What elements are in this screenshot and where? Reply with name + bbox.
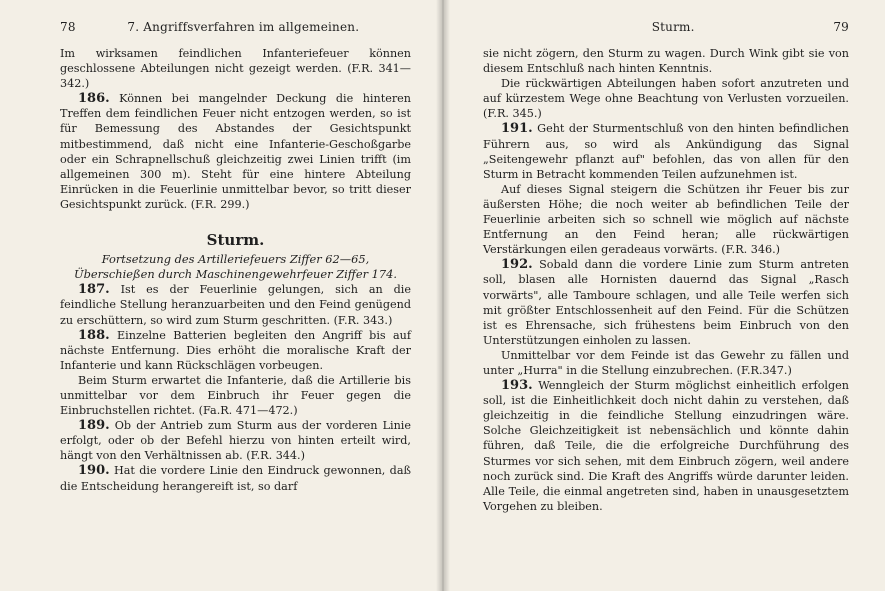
section-190 xyxy=(60,463,411,493)
section-191 xyxy=(483,121,849,181)
section-191-continuation: Auf dieses Signal steigern die Schützen ihr Feuer bis zur äußersten Höhe; die noch weiter ab befindlichen Teile der Feuerlinie arbeiten sich so schnell wie möglich auf nächste Entfernung an den Feind heran; alle rückwärtigen Verstärkungen eilen geradeaus vorwärts. (F.R. 346.) xyxy=(483,182,849,257)
section-188 xyxy=(60,328,411,373)
section-189-number: 189. xyxy=(78,418,110,434)
right-paragraph-2: Die rückwärtigen Abteilungen haben sofort anzutreten und auf kürzestem Wege ohne Beachtung von Verlusten vorzueilen. (F.R. 345.) xyxy=(483,77,849,121)
section-186 xyxy=(60,91,411,212)
section-186-text: Können bei mangelnder Deckung die hinteren Treffen dem feindlichen Feuer nicht entzogen werden, so ist für Bemessung des Abstandes der Gesichtspunkt mitbestimmend, daß nicht eine Infanterie-Geschoßgarbe oder ein Schrapnellschuß gleichzeitig zwei Linien trifft (im allgemeinen 300 m). Steht für eine hintere Abteilung Einrücken in die Feuerlinie unmittelbar bevor, so tritt dieser Gesichtspunkt zurück. (F.R. 299.) xyxy=(60,92,411,211)
right-page xyxy=(443,0,885,591)
right-running-title: Sturm. xyxy=(651,20,695,34)
section-190-number: 190. xyxy=(78,463,110,479)
section-193-number: 193. xyxy=(501,378,533,394)
section-192-text: Sobald dann die vordere Linie zum Sturm antreten soll, blasen alle Hornisten dauernd das Signal „Rasch vorwärts", alle Tamboure schlagen, und alle Teile werfen sich mit größter Entschlossenheit auf den Feind. Für die Schützen ist es Ehrensache, sich frühestens beim Einbruch von den Unterstützungen einholen zu lassen. xyxy=(483,258,849,347)
section-heading: Sturm. xyxy=(206,231,265,250)
section-193-text: Wenngleich der Sturm möglichst einheitlich erfolgen soll, ist die Einheitlichkeit doch nicht dahin zu verstehen, daß gleichzeitig in die feindliche Stellung einzudringen wäre. Solche Gleichzeitigkeit ist nebensächlich und könnte dahin führen, daß Teile, die die erfolgreiche Durchführung des Sturmes vor sich sehen, mit dem Einbruch zögern, weil andere noch zurück sind. Die Kraft des Angriffs würde darunter leiden. Alle Teile, die einmal angetreten sind, haben in unausgesetztem Vorgehen zu bleiben. xyxy=(483,379,849,513)
section-187 xyxy=(60,282,411,327)
book-gutter xyxy=(436,0,450,591)
section-187-number: 187. xyxy=(78,282,110,298)
section-190-text: Hat die vordere Linie den Eindruck gewonnen, daß die Entscheidung herangereift ist, so darf xyxy=(60,464,411,493)
section-191-number: 191. xyxy=(501,121,533,137)
section-189 xyxy=(60,418,411,463)
section-187-text: Ist es der Feuerlinie gelungen, sich an die feindliche Stellung heranzuarbeiten und den Feind genügend zu erschüttern, so wird zum Sturm geschritten. (F.R. 343.) xyxy=(60,283,411,327)
section-188-number: 188. xyxy=(78,327,110,343)
section-189-text: Ob der Antrieb zum Sturm aus der vorderen Linie erfolgt, oder ob der Befehl hierzu von hinten erteilt wird, hängt von den Verhältnissen ab. (F.R. 344.) xyxy=(60,419,411,463)
right-header xyxy=(483,20,849,46)
section-subheading: Fortsetzung des Artilleriefeuers Ziffer 62—65, Überschießen durch Maschinengewehrfeuer Ziffer 174. xyxy=(73,252,397,282)
section-192 xyxy=(483,257,849,348)
section-193 xyxy=(483,378,849,514)
left-intro-paragraph: Im wirksamen feindlichen Infanteriefeuer können geschlossene Abteilungen nicht gezeigt werden. (F.R. 341—342.) xyxy=(60,47,411,91)
section-192-continuation: Unmittelbar vor dem Feinde ist das Gewehr zu fällen und unter „Hurra" in die Stellung einzubrechen. (F.R.347.) xyxy=(483,348,849,377)
left-header xyxy=(60,20,411,46)
section-186-number: 186. xyxy=(78,91,110,107)
section-188-text: Einzelne Batterien begleiten den Angriff bis auf nächste Entfernung. Dies erhöht die moralische Kraft der Infanterie und kann Rückschlägen vorbeugen. xyxy=(60,328,411,372)
right-page-number: 79 xyxy=(833,20,849,34)
right-continuation-paragraph: sie nicht zögern, den Sturm zu wagen. Durch Wink gibt sie von diesem Entschluß nach hinten Kenntnis. xyxy=(483,47,849,76)
section-188-continuation: Beim Sturm erwartet die Infanterie, daß die Artillerie bis unmittelbar vor dem Einbruch ihr Feuer gegen die Einbruchstellen richtet. (Fa.R. 471—472.) xyxy=(60,373,411,418)
section-192-number: 192. xyxy=(501,257,533,273)
section-191-text: Geht der Sturmentschluß von den hinten befindlichen Führern aus, so wird als Ankündigung das Signal „Seitengewehr pflanzt auf" befohlen, das von allen für den Sturm in Betracht kommenden Teilen aufzunehmen ist. xyxy=(483,122,849,181)
left-page-number: 78 xyxy=(60,20,76,34)
left-running-title: 7. Angriffsverfahren im allgemeinen. xyxy=(127,20,360,34)
